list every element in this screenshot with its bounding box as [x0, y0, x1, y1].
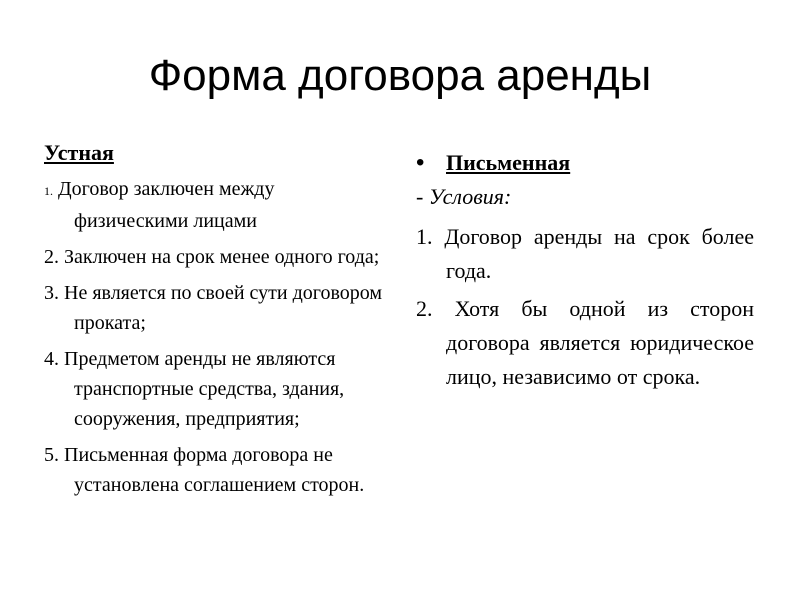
item-number: 5. [44, 444, 59, 466]
item-number: 3. [44, 282, 59, 304]
list-item [44, 242, 384, 272]
list-item [44, 174, 384, 236]
oral-conditions-list [44, 174, 384, 500]
written-form-heading: Письменная [446, 150, 571, 175]
item-text: Договор заключен между физическими лицами [58, 178, 275, 232]
item-number: 2. [44, 246, 59, 268]
list-item [44, 344, 384, 434]
oral-form-heading: Устная [44, 140, 114, 165]
item-text: Хотя бы одной из сторон договора является юридическое лицо, независимо от срока. [446, 296, 755, 389]
item-text: Договор аренды на срок более года. [444, 224, 755, 283]
item-text: Предметом аренды не являются транспортные средства, здания, сооружения, предприятия; [64, 348, 345, 430]
list-item [44, 278, 384, 338]
conditions-subheading: - Условия: [416, 184, 512, 209]
bullet-icon: • [416, 149, 425, 176]
item-number: 2. [416, 296, 433, 321]
written-form-heading-row [416, 148, 754, 178]
item-text: Не является по своей сути договором проката; [64, 282, 383, 334]
item-number: 1. [44, 184, 53, 198]
item-text: Письменная форма договора не установлена соглашением сторон. [64, 444, 365, 496]
written-form-column [416, 148, 754, 398]
written-conditions-list [416, 220, 754, 394]
item-number: 1. [416, 224, 433, 249]
list-item [44, 440, 384, 500]
item-number: 4. [44, 348, 59, 370]
list-item [416, 292, 754, 394]
slide-title: Форма договора аренды [148, 51, 652, 100]
item-text: Заключен на срок менее одного года; [64, 246, 380, 268]
list-item [416, 220, 754, 288]
oral-form-column [44, 138, 384, 506]
